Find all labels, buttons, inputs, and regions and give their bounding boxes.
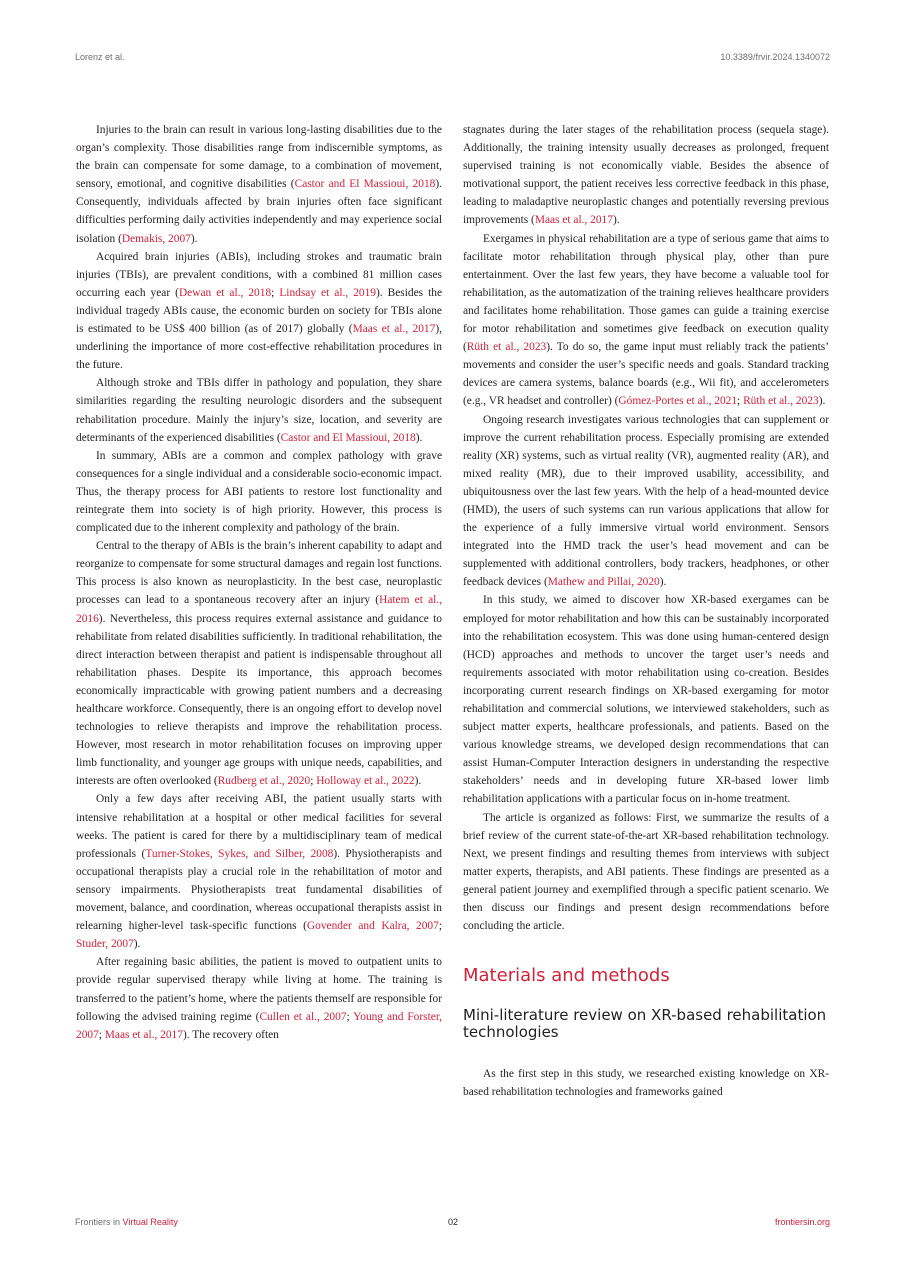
text: ). Consequently, individuals affected by brain injuries often face significant difficulties performing daily activities independently and may experience social isolation ( bbox=[76, 178, 442, 245]
citation-link[interactable]: Hatem et al., 2016 bbox=[76, 594, 442, 625]
citation-link[interactable]: Dewan et al., 2018 bbox=[178, 286, 272, 299]
paragraph bbox=[76, 248, 442, 375]
website-link[interactable]: frontiersin.org bbox=[774, 1217, 830, 1227]
text: ; bbox=[737, 395, 744, 408]
footer-journal bbox=[75, 1217, 178, 1227]
paragraph bbox=[76, 447, 442, 537]
journal-link[interactable]: Virtual Reality bbox=[122, 1217, 178, 1227]
citation-link[interactable]: Turner-Stokes, Sykes, and Silber, 2008 bbox=[145, 847, 334, 860]
text: As the first step in this study, we researched existing knowledge on XR-based rehabilitation technologies and frameworks gained bbox=[463, 1068, 829, 1099]
text: ). bbox=[415, 431, 423, 444]
citation-link[interactable]: Studer, 2007 bbox=[76, 938, 134, 951]
text: Injuries to the brain can result in various long-lasting disabilities due to the organ’s complexity. Those disabilities range from indiscernible symptoms, as the brain can compensate for some damage, to a combination of movement, sensory, emotional, and cognitive disabilities ( bbox=[76, 124, 442, 191]
text: ; bbox=[98, 1028, 105, 1041]
text: Only a few days after receiving ABI, the patient usually starts with intensive rehabilitation at a hospital or other medical facilities for several weeks. The patient is cared for there by a multidisciplinary team of medical professionals ( bbox=[76, 793, 442, 860]
citation-link[interactable]: Young and Forster, 2007 bbox=[76, 1010, 443, 1041]
left-column bbox=[76, 121, 442, 1044]
text: ). To do so, the game input must reliably track the patients’ movements and consider the user’s specific needs and goals. Standard tracking devices are camera systems, balance boards (e.g., Wii fit), and accelerometers (e.g., VR headset and controller) ( bbox=[463, 341, 829, 408]
citation-link[interactable]: Castor and El Massioui, 2018 bbox=[280, 431, 416, 444]
text: ). The recovery often bbox=[182, 1028, 279, 1041]
right-column bbox=[463, 121, 829, 1101]
citation-link[interactable]: Rüth et al., 2023 bbox=[466, 341, 547, 354]
text: ; bbox=[271, 286, 280, 299]
footer-journal-prefix: Frontiers in bbox=[75, 1217, 123, 1227]
text: The article is organized as follows: First, we summarize the results of a brief review of the current state-of-the-art XR-based rehabilitation technology. Next, we present findings and resulting themes from interviews with subject matter experts, therapists, and ABI patients. These findings are presented as a general patient journey and exemplified through a specific patient scenario. We then discuss our findings and present design recommendations before concluding the article. bbox=[463, 811, 829, 933]
text: ). bbox=[612, 214, 620, 227]
citation-link[interactable]: Govender and Kalra, 2007 bbox=[306, 920, 439, 933]
citation-link[interactable]: Gómez-Portes et al., 2021 bbox=[618, 395, 738, 408]
text: ). Physiotherapists and occupational therapists play a crucial role in the rehabilitation of motor and sensory impairments. Physiotherapists treat fundamental disabilities of movement, balance, and coordination, whereas occupational therapists assist in relearning higher-level task-specific functions ( bbox=[76, 847, 442, 933]
paragraph bbox=[76, 374, 442, 446]
paragraph bbox=[76, 790, 442, 953]
text: ). Nevertheless, this process requires external assistance and guidance to rehabilitate from related disabilities sufficiently. In traditional rehabilitation, the direct interaction between therapist and patient is indispensable throughout all rehabilitation phases. Despite its importance, this approach becomes economically impracticable with growing patient numbers and a decreasing healthcare workforce. Consequently, there is an ongoing effort to develop novel technologies to relieve therapists and improve the rehabilitation process. However, most research in motor rehabilitation focuses on improving upper limb functionality, and younger age groups with unique needs, capabilities, and interests are often overlooked ( bbox=[76, 612, 442, 788]
text: ). bbox=[414, 775, 422, 788]
text: Ongoing research investigates various technologies that can supplement or improve the current rehabilitation process. Especially promising are extended reality (XR) systems, such as virtual reality (VR), augmented reality (AR), and mixed reality (MR), due to their improved usability, accessibility, and ubiquitousness over the last few years. With the help of a head-mounted device (HMD), the users of such systems can run various applications that allow for the experience of a fully immersive virtual world environment. Sensors integrated into the HMD track the user’s head movement and can be supplemented with additional controllers, body trackers, headphones, or other feedback devices ( bbox=[463, 413, 829, 589]
text: Exergames in physical rehabilitation are a type of serious game that aims to facilitate motor rehabilitation through physical play, other than pure entertainment. Over the last few years, they have become a valuable tool for rehabilitation, as the automatization of the training relieves healthcare providers and facilitates home rehabilitation. Those games can guide a training exercise for motor rehabilitation and sometimes give feedback on execution quality ( bbox=[463, 232, 829, 354]
text: After regaining basic abilities, the patient is moved to outpatient units to provide regular supervised therapy while living at home. The training is transferred to the patient’s home, where the patients themself are responsible for following the advised training regime ( bbox=[76, 956, 442, 1023]
paragraph bbox=[463, 411, 829, 592]
citation-link[interactable]: Maas et al., 2017 bbox=[534, 214, 613, 227]
text: stagnates during the later stages of the rehabilitation process (sequela stage). Additionally, the training intensity usually decreases as prolonged, frequent supervised training is not economically viable. Besides the absence of motivational support, the patient receives less corrective feedback in this phase, leading to maladaptive neuroplastic changes and potentially reversing previous improvements ( bbox=[463, 124, 829, 227]
subsection-heading: Mini-literature review on XR-based rehabilitation technologies bbox=[463, 1006, 827, 1042]
page-number: 02 bbox=[448, 1217, 459, 1227]
paragraph bbox=[76, 121, 442, 248]
text: Central to the therapy of ABIs is the brain’s inherent capability to adapt and reorganize to compensate for some structural damages and regain lost functions. This process is also known as neuroplasticity. In the best case, neuroplastic processes can lead to a spontaneous recovery after an injury ( bbox=[76, 540, 442, 607]
paragraph bbox=[463, 809, 829, 936]
citation-link[interactable]: Demakis, 2007 bbox=[121, 232, 191, 245]
citation-link[interactable]: Mathew and Pillai, 2020 bbox=[547, 576, 660, 589]
paragraph bbox=[463, 591, 829, 808]
text: ), underlining the importance of more cost-effective rehabilitation procedures in the future. bbox=[76, 323, 442, 372]
paragraph bbox=[463, 230, 829, 411]
text: ; bbox=[346, 1010, 354, 1023]
text: ). bbox=[659, 576, 667, 589]
text: Although stroke and TBIs differ in pathology and population, they share similarities regarding the resulting neurologic disorders and the subsequent rehabilitation procedure. Mainly the injury’s size, location, and severity are determinants of the experienced disabilities ( bbox=[76, 377, 442, 444]
running-header-authors: Lorenz et al. bbox=[75, 52, 125, 62]
citation-link[interactable]: Rudberg et al., 2020 bbox=[217, 775, 311, 788]
citation-link[interactable]: Castor and El Massioui, 2018 bbox=[294, 178, 436, 191]
text: ; bbox=[310, 775, 317, 788]
text: ). Besides the individual tragedy ABIs cause, the economic burden on society for TBIs alone is estimated to be US$ 400 billion (as of 2017) globally ( bbox=[76, 286, 443, 336]
text: ). bbox=[818, 395, 826, 408]
text: ; bbox=[438, 920, 442, 933]
paragraph bbox=[76, 537, 442, 790]
citation-link[interactable]: Maas et al., 2017 bbox=[352, 323, 436, 336]
citation-link[interactable]: Holloway et al., 2022 bbox=[316, 775, 415, 788]
running-header-doi: 10.3389/frvir.2024.1340072 bbox=[720, 52, 830, 62]
paragraph bbox=[76, 953, 442, 1043]
text: Acquired brain injuries (ABIs), including strokes and traumatic brain injuries (TBIs), are prevalent conditions, with a combined 81 million cases occurring each year ( bbox=[76, 250, 442, 299]
text: ). bbox=[133, 938, 141, 951]
paragraph bbox=[463, 1065, 829, 1101]
text: In summary, ABIs are a common and complex pathology with grave consequences for a single individual and a considerable socio-economic impact. Thus, the therapy process for ABI patients to restore lost functionality and reintegrate them into society is of high priority. However, this process is complicated due to the inherent complexity and pathology of the brain. bbox=[76, 449, 442, 535]
citation-link[interactable]: Lindsay et al., 2019 bbox=[279, 286, 376, 299]
citation-link[interactable]: Rüth et al., 2023 bbox=[743, 395, 819, 408]
citation-link[interactable]: Maas et al., 2017 bbox=[104, 1028, 183, 1041]
citation-link[interactable]: Cullen et al., 2007 bbox=[259, 1010, 347, 1023]
section-heading: Materials and methods bbox=[463, 965, 670, 987]
text: ). bbox=[190, 232, 198, 245]
paragraph bbox=[463, 121, 829, 230]
text: In this study, we aimed to discover how XR-based exergames can be employed for motor rehabilitation and how this can be sustainably incorporated into the rehabilitation ecosystem. This was done using human-centered design (HCD) approaches and methods to uncover the target user’s needs and requirements associated with motor rehabilitation using co-creation. Besides incorporating current research findings on XR-based exergaming for motor rehabilitation and commercial solutions, we interviewed stakeholders, such as subject matter experts, healthcare professionals, and patients. Based on the various knowledge streams, we developed design recommendations that can assist Human-Computer Interaction designers in understanding the respective stakeholders’ needs and in developing future XR-based lower limb rehabilitation applications with a particular focus on in-home treatment. bbox=[463, 594, 829, 806]
